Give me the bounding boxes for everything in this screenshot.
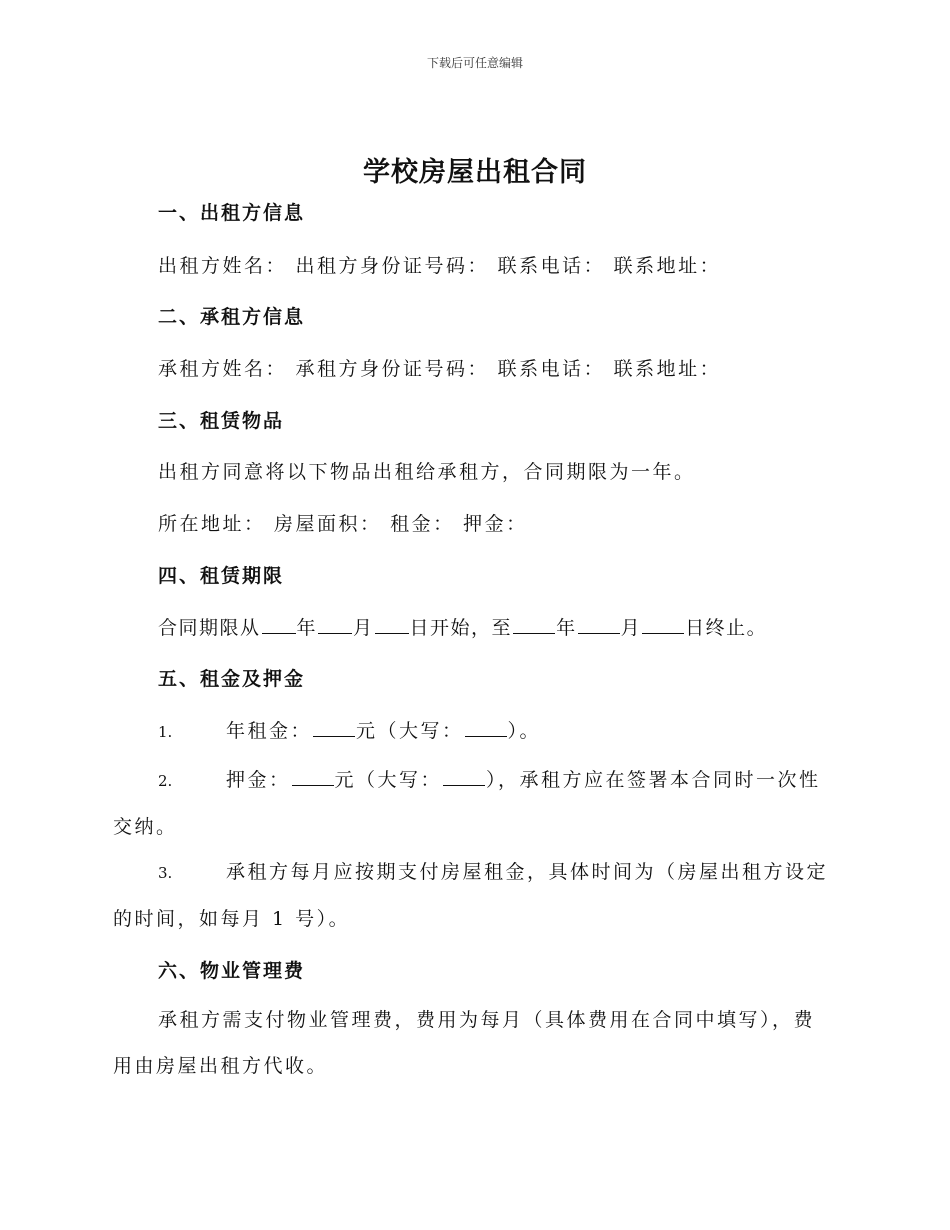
rent-item-1 [158, 716, 541, 743]
deposit-unit: 元（大写： [334, 769, 443, 791]
payment-schedule-text: 承租方每月应按期支付房屋租金，具体时间为（房屋出租方设定的时间，如每月 1 号）。 [113, 861, 829, 930]
lease-term-line [158, 613, 767, 640]
lease-term-text: 年 [556, 617, 577, 639]
leased-items-statement: 出租方同意将以下物品出租给承租方，合同期限为一年。 [158, 461, 696, 483]
list-number: 1. [158, 723, 173, 741]
end-month-blank[interactable] [578, 617, 620, 634]
lease-term-text: 日开始，至 [409, 617, 513, 639]
start-day-blank[interactable] [375, 617, 409, 634]
deposit-blank[interactable] [292, 769, 334, 786]
lease-term-text: 月 [353, 617, 374, 639]
annual-rent-label: 年租金： [226, 720, 313, 742]
section-heading-property-fee: 六、物业管理费 [158, 960, 306, 982]
property-details-line: 所在地址： 房屋面积： 租金： 押金： [158, 513, 528, 535]
start-month-blank[interactable] [318, 617, 352, 634]
list-number: 2. [158, 772, 173, 790]
property-fee-text: 承租方需支付物业管理费，费用为每月（具体费用在合同中填写），费用由房屋出租方代收。 [113, 1009, 816, 1077]
lessor-info-line: 出租方姓名： 出租方身份证号码： 联系电话： 联系地址： [158, 255, 722, 277]
annual-rent-words-blank[interactable] [465, 720, 507, 737]
section-heading-lessee-info: 二、承租方信息 [158, 306, 306, 328]
deposit-label: 押金： [226, 769, 291, 791]
section-heading-leased-items: 三、租赁物品 [158, 410, 285, 432]
deposit-words-blank[interactable] [443, 769, 485, 786]
rent-item-2 [113, 757, 833, 850]
document-title: 学校房屋出租合同 [363, 157, 587, 188]
end-day-blank[interactable] [642, 617, 684, 634]
header-note: 下载后可任意编辑 [426, 56, 523, 70]
lease-term-text: 年 [296, 617, 318, 639]
section-heading-lessor-info: 一、出租方信息 [158, 202, 306, 224]
end-year-blank[interactable] [513, 617, 555, 634]
lessee-info-line: 承租方姓名： 承租方身份证号码： 联系电话： 联系地址： [158, 358, 722, 380]
rent-item-3 [113, 849, 833, 942]
annual-rent-blank[interactable] [313, 720, 355, 737]
annual-rent-unit: 元（大写： [356, 720, 464, 742]
list-number: 3. [158, 864, 173, 882]
deposit-text: ），承租方应在签署本合同时一次性交纳。 [113, 769, 821, 838]
section-heading-lease-term: 四、租赁期限 [158, 565, 285, 587]
start-year-blank[interactable] [262, 617, 296, 634]
lease-term-text: 合同期限从 [158, 617, 261, 639]
lease-term-text: 日终止。 [685, 617, 768, 639]
section-heading-rent-deposit: 五、租金及押金 [158, 668, 306, 690]
lease-term-text: 月 [620, 617, 642, 639]
annual-rent-close: ）。 [507, 720, 542, 742]
